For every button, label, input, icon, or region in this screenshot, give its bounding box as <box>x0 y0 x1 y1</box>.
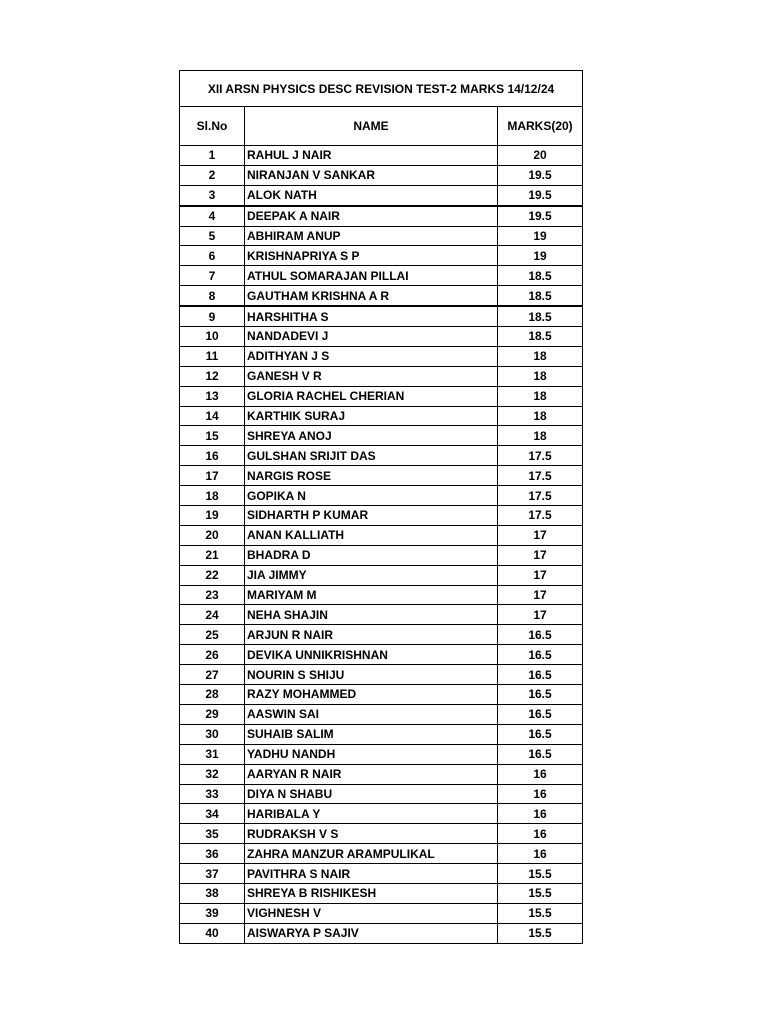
table-row <box>180 685 583 705</box>
name-cell: GANESH V R <box>245 366 498 386</box>
marks-cell: 15.5 <box>498 903 583 923</box>
table-row <box>180 844 583 864</box>
marks-cell: 18.5 <box>498 327 583 347</box>
name-cell: DEVIKA UNNIKRISHNAN <box>245 645 498 665</box>
table-row <box>180 146 583 166</box>
name-cell: AISWARYA P SAJIV <box>245 923 498 943</box>
sl-no-cell: 4 <box>180 206 245 226</box>
name-cell: ABHIRAM ANUP <box>245 226 498 246</box>
sl-no-cell: 36 <box>180 844 245 864</box>
name-cell: YADHU NANDH <box>245 744 498 764</box>
sl-no-cell: 25 <box>180 625 245 645</box>
sl-no-cell: 21 <box>180 545 245 565</box>
marks-cell: 18.5 <box>498 306 583 326</box>
name-cell: GLORIA RACHEL CHERIAN <box>245 386 498 406</box>
table-row <box>180 704 583 724</box>
name-cell: NANDADEVI J <box>245 327 498 347</box>
name-cell: GAUTHAM KRISHNA A R <box>245 286 498 306</box>
name-cell: NARGIS ROSE <box>245 466 498 486</box>
sl-no-cell: 28 <box>180 685 245 705</box>
marks-cell: 16.5 <box>498 665 583 685</box>
sl-no-cell: 2 <box>180 165 245 185</box>
marks-cell: 17.5 <box>498 506 583 526</box>
table-row <box>180 386 583 406</box>
sl-no-cell: 35 <box>180 824 245 844</box>
sl-no-cell: 27 <box>180 665 245 685</box>
marks-cell: 16.5 <box>498 645 583 665</box>
sl-no-cell: 24 <box>180 605 245 625</box>
table-row <box>180 226 583 246</box>
header-marks: MARKS(20) <box>498 107 583 146</box>
sl-no-cell: 17 <box>180 466 245 486</box>
sl-no-cell: 22 <box>180 565 245 585</box>
name-cell: AARYAN R NAIR <box>245 764 498 784</box>
name-cell: RAZY MOHAMMED <box>245 685 498 705</box>
marks-cell: 17 <box>498 545 583 565</box>
sl-no-cell: 10 <box>180 327 245 347</box>
marks-cell: 16 <box>498 804 583 824</box>
sl-no-cell: 34 <box>180 804 245 824</box>
name-cell: ALOK NATH <box>245 185 498 205</box>
table-row <box>180 804 583 824</box>
sl-no-cell: 39 <box>180 903 245 923</box>
table-row <box>180 366 583 386</box>
table-row <box>180 645 583 665</box>
sl-no-cell: 13 <box>180 386 245 406</box>
table-row <box>180 605 583 625</box>
name-cell: SHREYA B RISHIKESH <box>245 883 498 903</box>
name-cell: DEEPAK A NAIR <box>245 206 498 226</box>
sl-no-cell: 18 <box>180 486 245 506</box>
sl-no-cell: 37 <box>180 864 245 884</box>
table-row <box>180 784 583 804</box>
marks-cell: 17.5 <box>498 486 583 506</box>
name-cell: NOURIN S SHIJU <box>245 665 498 685</box>
name-cell: RUDRAKSH V S <box>245 824 498 844</box>
table-row <box>180 486 583 506</box>
table-row <box>180 426 583 446</box>
sl-no-cell: 31 <box>180 744 245 764</box>
name-cell: KARTHIK SURAJ <box>245 406 498 426</box>
marks-cell: 19 <box>498 246 583 266</box>
marks-cell: 16.5 <box>498 704 583 724</box>
marks-cell: 19 <box>498 226 583 246</box>
name-cell: NIRANJAN V SANKAR <box>245 165 498 185</box>
name-cell: SUHAIB SALIM <box>245 724 498 744</box>
name-cell: GOPIKA N <box>245 486 498 506</box>
marks-cell: 17.5 <box>498 446 583 466</box>
sl-no-cell: 29 <box>180 704 245 724</box>
table-row <box>180 306 583 326</box>
table-row <box>180 764 583 784</box>
sl-no-cell: 7 <box>180 266 245 286</box>
name-cell: JIA JIMMY <box>245 565 498 585</box>
table-row <box>180 923 583 943</box>
table-row <box>180 466 583 486</box>
marks-cell: 16 <box>498 824 583 844</box>
marks-cell: 19.5 <box>498 185 583 205</box>
table-row <box>180 506 583 526</box>
name-cell: SHREYA ANOJ <box>245 426 498 446</box>
table-row <box>180 406 583 426</box>
sl-no-cell: 8 <box>180 286 245 306</box>
marks-cell: 17 <box>498 525 583 545</box>
table-row <box>180 903 583 923</box>
marks-cell: 17 <box>498 605 583 625</box>
name-cell: DIYA N SHABU <box>245 784 498 804</box>
table-body <box>180 146 583 944</box>
table-row <box>180 266 583 286</box>
name-cell: AASWIN SAI <box>245 704 498 724</box>
marks-cell: 17 <box>498 585 583 605</box>
sl-no-cell: 9 <box>180 306 245 326</box>
marks-cell: 16 <box>498 844 583 864</box>
name-cell: HARSHITHA S <box>245 306 498 326</box>
name-cell: ANAN KALLIATH <box>245 525 498 545</box>
sl-no-cell: 23 <box>180 585 245 605</box>
name-cell: ARJUN R NAIR <box>245 625 498 645</box>
header-sl-no: Sl.No <box>180 107 245 146</box>
sl-no-cell: 6 <box>180 246 245 266</box>
table-row <box>180 545 583 565</box>
marks-cell: 18 <box>498 346 583 366</box>
table-row <box>180 165 583 185</box>
marks-cell: 15.5 <box>498 883 583 903</box>
sl-no-cell: 30 <box>180 724 245 744</box>
marks-cell: 16.5 <box>498 744 583 764</box>
table-row <box>180 565 583 585</box>
marks-cell: 16.5 <box>498 685 583 705</box>
table-title: XII ARSN PHYSICS DESC REVISION TEST-2 MARKS 14/12/24 <box>180 71 583 107</box>
sl-no-cell: 19 <box>180 506 245 526</box>
marks-cell: 16 <box>498 784 583 804</box>
marks-cell: 19.5 <box>498 165 583 185</box>
table-row <box>180 744 583 764</box>
marks-cell: 18 <box>498 406 583 426</box>
marks-cell: 16.5 <box>498 625 583 645</box>
marks-cell: 17.5 <box>498 466 583 486</box>
sl-no-cell: 33 <box>180 784 245 804</box>
table-row <box>180 585 583 605</box>
table-row <box>180 724 583 744</box>
marks-cell: 18 <box>498 366 583 386</box>
name-cell: BHADRA D <box>245 545 498 565</box>
name-cell: KRISHNAPRIYA S P <box>245 246 498 266</box>
table-row <box>180 824 583 844</box>
name-cell: SIDHARTH P KUMAR <box>245 506 498 526</box>
table-row <box>180 327 583 347</box>
sl-no-cell: 14 <box>180 406 245 426</box>
table-row <box>180 286 583 306</box>
header-name: NAME <box>245 107 498 146</box>
marks-cell: 17 <box>498 565 583 585</box>
sl-no-cell: 11 <box>180 346 245 366</box>
marks-cell: 15.5 <box>498 864 583 884</box>
name-cell: ATHUL SOMARAJAN PILLAI <box>245 266 498 286</box>
marks-cell: 20 <box>498 146 583 166</box>
sl-no-cell: 5 <box>180 226 245 246</box>
name-cell: NEHA SHAJIN <box>245 605 498 625</box>
sl-no-cell: 16 <box>180 446 245 466</box>
name-cell: HARIBALA Y <box>245 804 498 824</box>
table-row <box>180 864 583 884</box>
table-row <box>180 665 583 685</box>
marks-cell: 18.5 <box>498 286 583 306</box>
marks-cell: 18.5 <box>498 266 583 286</box>
name-cell: PAVITHRA S NAIR <box>245 864 498 884</box>
sl-no-cell: 20 <box>180 525 245 545</box>
marks-cell: 15.5 <box>498 923 583 943</box>
marks-cell: 18 <box>498 386 583 406</box>
sl-no-cell: 1 <box>180 146 245 166</box>
table-row <box>180 446 583 466</box>
sl-no-cell: 32 <box>180 764 245 784</box>
sl-no-cell: 3 <box>180 185 245 205</box>
table-row <box>180 246 583 266</box>
table-row <box>180 346 583 366</box>
marks-cell: 19.5 <box>498 206 583 226</box>
sl-no-cell: 26 <box>180 645 245 665</box>
table-row <box>180 525 583 545</box>
table-row <box>180 625 583 645</box>
table-row <box>180 206 583 226</box>
name-cell: ADITHYAN J S <box>245 346 498 366</box>
header-row <box>180 107 583 146</box>
table-row <box>180 185 583 205</box>
marks-cell: 16 <box>498 764 583 784</box>
name-cell: VIGHNESH V <box>245 903 498 923</box>
name-cell: RAHUL J NAIR <box>245 146 498 166</box>
sl-no-cell: 38 <box>180 883 245 903</box>
name-cell: MARIYAM M <box>245 585 498 605</box>
marks-cell: 16.5 <box>498 724 583 744</box>
name-cell: ZAHRA MANZUR ARAMPULIKAL <box>245 844 498 864</box>
sl-no-cell: 12 <box>180 366 245 386</box>
name-cell: GULSHAN SRIJIT DAS <box>245 446 498 466</box>
sl-no-cell: 15 <box>180 426 245 446</box>
table-row <box>180 883 583 903</box>
marks-table <box>179 70 583 944</box>
marks-cell: 18 <box>498 426 583 446</box>
sl-no-cell: 40 <box>180 923 245 943</box>
